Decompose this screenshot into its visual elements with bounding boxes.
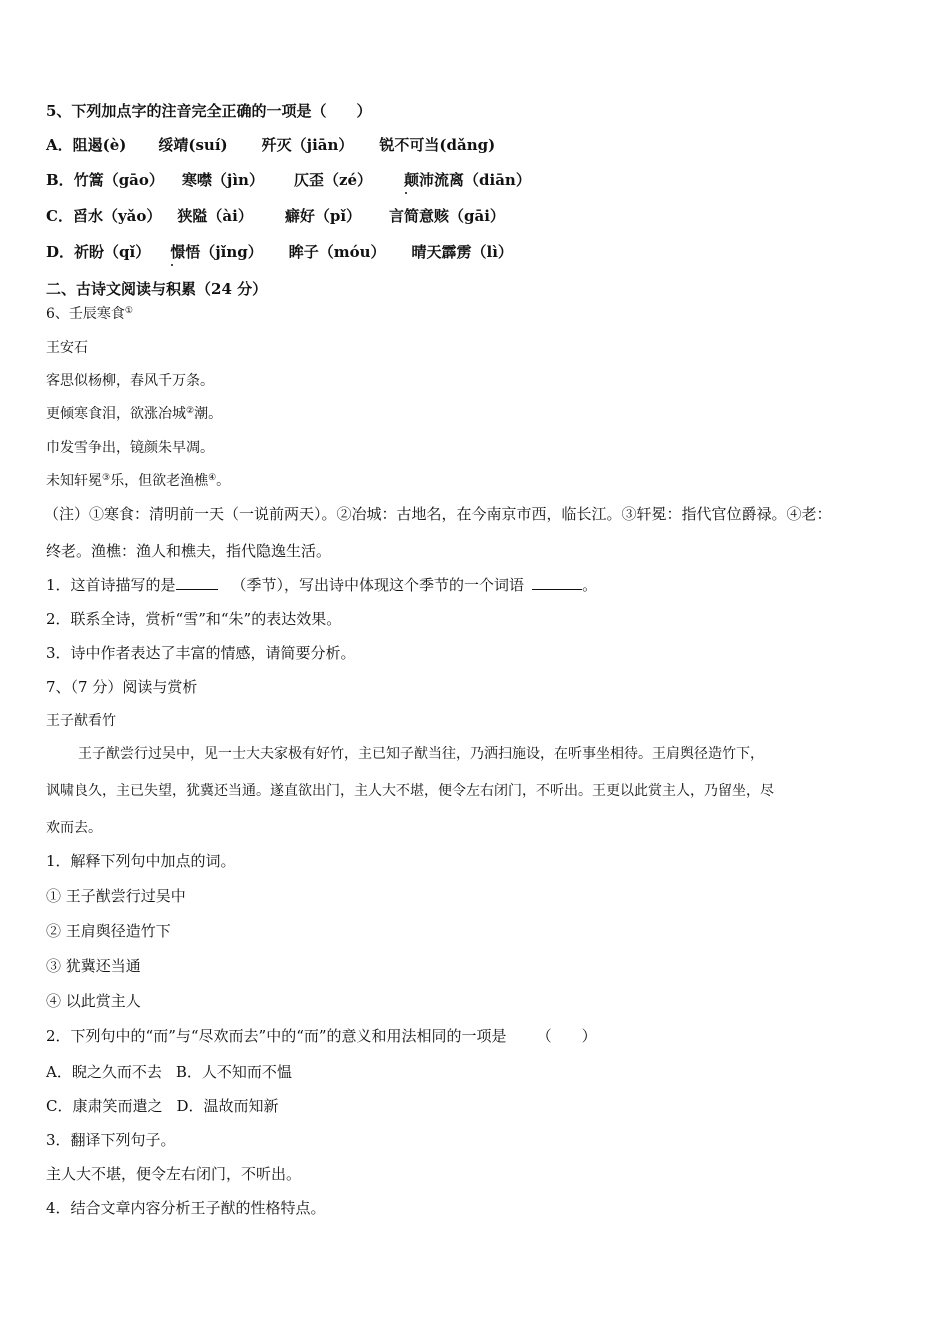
q6-season-blank: [176, 575, 218, 590]
q6-poem-line-3: 巾发雪争出，镜颜朱早凋。: [46, 440, 214, 456]
q6-sq1-text-a: 1．这首诗描写的是: [46, 576, 176, 594]
q6-subquestion-1: [46, 575, 597, 595]
q6-word-blank: [532, 575, 582, 590]
q5-b-item-4: 颠沛流离（diān）: [404, 171, 531, 189]
q6-annotation-2: 终老。渔樵：渔人和樵夫，指代隐逸生活。: [46, 542, 332, 560]
q7-option-c: C．康肃笑而遣之: [46, 1097, 163, 1115]
q6-line4-pre: 未知轩冕: [46, 473, 102, 489]
q7-options-row-1: [46, 1062, 292, 1082]
q7-subquestion-2: [46, 1026, 597, 1046]
q6-annotation-1: （注）①寒食：清明前一天（一说前两天）。②冶城：古地名，在今南京市西，临长江。③轩冕：指代官位爵禄。④老：: [44, 505, 832, 523]
q7-subtitle: 王子猷看竹: [46, 713, 116, 729]
q7-option-d: D．温故而知新: [176, 1097, 279, 1115]
section-2-title: 二、古诗文阅读与积累（24 分）: [46, 280, 268, 298]
q7-word-1: ① 王子猷尝行过吴中: [46, 887, 186, 905]
q7-sq2-text: 2．下列句中的“而”与“尽欢而去”中的“而”的意义和用法相同的一项是: [46, 1027, 507, 1045]
q5-stem: 5、下列加点字的注音完全正确的一项是（ ）: [46, 102, 372, 120]
q5-option-a: [46, 135, 495, 155]
q5-d-item-2: 憬悟（jǐng）: [170, 243, 263, 261]
q6-line4-note-2: ④: [208, 473, 217, 483]
q7-word-2: ② 王肩舆径造竹下: [46, 922, 171, 940]
q6-poem-line-2: [46, 404, 222, 424]
q5-a-item-3: 歼灭（jiān）: [261, 136, 354, 154]
q7-subquestion-3: 3．翻译下列句子。: [46, 1131, 176, 1149]
q5-a-item-2: 绥靖(suí): [158, 136, 228, 154]
q5-c-item-1: 舀水（yǎo）: [72, 207, 162, 225]
q5-a-label: A．: [46, 136, 73, 154]
q7-sq2-paren: （ ）: [536, 1027, 597, 1045]
q5-option-d: [46, 242, 513, 262]
q7-passage-line-1: 王子猷尝行过吴中，见一士大夫家极有好竹，主已知子猷当往，乃洒扫施设，在听事坐相待。王肩舆径造竹下，: [78, 746, 764, 762]
q7-word-4: ④ 以此赏主人: [46, 992, 141, 1010]
q7-word-3: ③ 犹冀还当通: [46, 957, 141, 975]
q7-title: 7、（7 分）阅读与赏析: [46, 678, 198, 696]
q5-d-item-3: 眸子（móu）: [288, 243, 386, 261]
q6-subquestion-2: 2．联系全诗，赏析“雪”和“朱”的表达效果。: [46, 610, 342, 628]
q5-b-label: B．: [46, 171, 74, 189]
q6-line2-post: 潮。: [194, 406, 223, 422]
q7-options-row-2: [46, 1096, 279, 1116]
q6-line4-post: 。: [216, 473, 231, 489]
q7-subquestion-1: 1．解释下列句中加点的词。: [46, 852, 236, 870]
q6-line4-note-1: ③: [102, 473, 111, 483]
q6-poem-line-1: 客思似杨柳，春风千万条。: [46, 373, 214, 389]
q6-line2-note: ②: [186, 406, 195, 416]
q7-subquestion-4: 4．结合文章内容分析王子猷的性格特点。: [46, 1199, 326, 1217]
q5-c-item-2: 狭隘（ài）: [177, 207, 253, 225]
q6-title: [46, 304, 133, 324]
q6-title-text: 6、壬辰寒食: [46, 306, 125, 322]
q5-a-item-1: 阻遏(è): [72, 136, 127, 154]
q6-title-note: ①: [124, 306, 133, 316]
q5-b-item-2: 寒噤（jìn）: [181, 171, 264, 189]
q5-c-item-3: 癖好（pǐ）: [284, 207, 362, 225]
q5-option-b: [46, 170, 531, 190]
q6-poem-line-4: [46, 471, 230, 491]
q7-option-b: B．人不知而不愠: [175, 1063, 292, 1081]
q5-d-label: D．: [46, 243, 75, 261]
q7-translate-sentence: 主人大不堪，便令左右闭门，不听出。: [46, 1165, 302, 1183]
q7-passage-line-2: 讽啸良久，主已失望，犹冀还当通。遂直欲出门，主人大不堪，便令左右闭门，不听出。王更以此赏主人，乃留坐，尽: [46, 783, 774, 799]
q7-passage-line-3: 欢而去。: [46, 820, 102, 836]
q5-option-c: [46, 206, 505, 226]
q6-line4-mid: 乐，但欲老渔樵: [110, 473, 209, 489]
q5-c-item-4: 言简意赅（gāi）: [389, 207, 505, 225]
q6-author: 王安石: [46, 340, 88, 356]
q6-line2-pre: 更倾寒食泪，欲涨冶城: [46, 406, 186, 422]
q6-subquestion-3: 3．诗中作者表达了丰富的情感，请简要分析。: [46, 644, 356, 662]
q6-sq1-text-b: （季节），写出诗中体现这个季节的一个词语: [231, 576, 525, 594]
q5-a-item-4: 锐不可当(dǎng): [379, 136, 496, 154]
q6-sq1-text-c: 。: [582, 576, 598, 594]
q7-option-a: A．睨之久而不去: [46, 1063, 162, 1081]
q5-d-item-4: 晴天霹雳（lì）: [411, 243, 513, 261]
q5-c-label: C．: [46, 207, 73, 225]
q5-b-item-1: 竹篙（gāo）: [73, 171, 164, 189]
q5-b-item-3: 仄歪（zé）: [293, 171, 373, 189]
q5-d-item-1: 祈盼（qǐ）: [74, 243, 151, 261]
